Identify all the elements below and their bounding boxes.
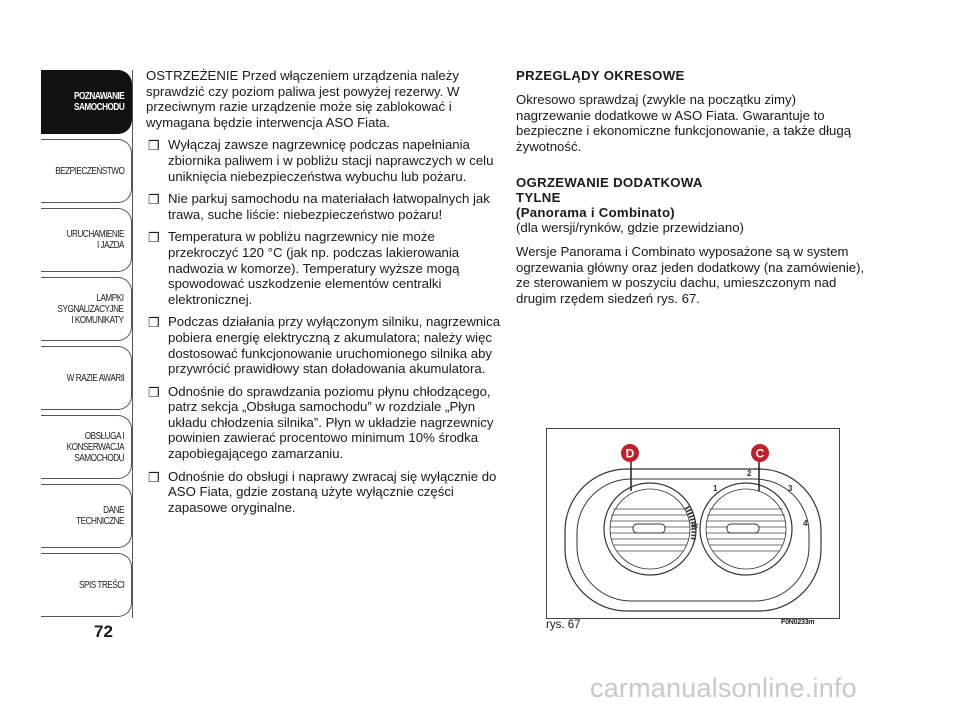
right-column [516, 68, 871, 313]
list-item-text: Odnośnie do obsługi i naprawy zwracaj się wyłącznie do ASO Fiata, gdzie zostaną użyte wyłącznie części zapasowe oryginalne. [168, 468, 497, 515]
sidebar-divider [132, 70, 133, 618]
marker-c-label: C [755, 446, 765, 461]
list-item-text: Podczas działania przy wyłączonym silniku, nagrzewnica pobiera energię elektryczną z akumulatora; należy więc dostosować funkcjonowanie uruchomionego silnika aby przywrócić prawidłowy stan doładowania akumulatora. [168, 314, 501, 377]
tab-uruchamienie-i-jazda[interactable] [41, 208, 132, 272]
tab-label: W RAZIE AWARII [66, 372, 124, 384]
snowflake-icon: ✲ [691, 522, 699, 532]
position-1-label: 1 [713, 484, 718, 493]
tab-poznawanie-samochodu[interactable] [41, 70, 132, 134]
list-item-text: Wyłączaj zawsze nagrzewnicę podczas napełniania zbiornika paliwem i w pobliżu stacji naprawczych w celu uniknięcia niebezpieczeństwa wybuchu lub pożaru. [168, 137, 494, 184]
warning-text: OSTRZEŻENIE Przed włączeniem urządzenia należy sprawdzić czy poziom paliwa jest powyżej rezerwy. W przeciwnym razie urządzenie może się zablokować i wymagana będzie interwencja ASO Fiata. [146, 68, 460, 130]
marker-d-label: D [625, 446, 635, 461]
tab-bezpieczenstwo[interactable] [41, 139, 132, 203]
figure-heater-controls [546, 428, 840, 619]
section-heading-ogrzewanie: OGRZEWANIE DODATKOWA [516, 175, 703, 191]
section-heading-przeglady: PRZEGLĄDY OKRESOWE [516, 68, 685, 83]
tab-label: URUCHAMIENIE I JAZDA [66, 229, 124, 251]
left-column [146, 68, 502, 522]
tab-w-razie-awarii[interactable] [41, 346, 132, 410]
tab-label: OBSŁUGA I KONSERWACJA SAMOCHODU [66, 430, 124, 464]
checkbox-bullet-icon: ❒ [148, 192, 160, 208]
list-item [146, 469, 502, 516]
section-heading-models: (Panorama i Combinato) [516, 205, 676, 221]
position-2-label: 2 [747, 469, 752, 478]
list-item-text: Odnośnie do sprawdzania poziomu płynu chłodzącego, patrz sekcja „Obsługa samochodu” w rozdziale „Płyn układu chłodzenia silnika”. Płyn w układzie nagrzewnicy powinien zawierać procentowo minimum 10% środka zapobiegającego zamarzaniu. [168, 383, 494, 462]
position-4-label: 4 [803, 519, 808, 528]
checkbox-bullet-icon: ❒ [148, 138, 160, 154]
tab-lampki-sygnalizacyjne[interactable] [41, 277, 132, 341]
tab-label: LAMPKI SYGNALIZACYJNE I KOMUNIKATY [57, 292, 124, 326]
paragraph-ogrzewanie: Wersje Panorama i Combinato wyposażone są w system ogrzewania główny oraz jeden dodatkowy (na zamówienie), ze sterowaniem w poszyciu dachu, umieszczonym nad drugim rzędem siedzeń rys. 67. [516, 243, 865, 306]
list-item [146, 229, 502, 307]
heater-control-panel-illustration [547, 429, 839, 618]
chapter-tabs [41, 70, 132, 622]
tab-label: SPIS TREŚCI [78, 579, 124, 591]
checkbox-bullet-icon: ❒ [148, 469, 160, 485]
tab-spis-tresci[interactable] [41, 553, 132, 617]
tab-label: DANE TECHNICZNE [76, 505, 124, 527]
list-item [146, 191, 502, 222]
list-item [146, 314, 502, 376]
checkbox-bullet-icon: ❒ [148, 230, 160, 246]
list-item [146, 384, 502, 462]
tab-label: POZNAWANIE SAMOCHODU [73, 91, 124, 113]
section-heading-tylne: TYLNE [516, 190, 561, 206]
tab-obsluga-i-konserwacja[interactable] [41, 415, 132, 479]
list-item-text: Nie parkuj samochodu na materiałach łatwopalnych jak trawa, suche liście: niebezpieczeństwo pożaru! [168, 191, 490, 222]
list-item [146, 137, 502, 184]
availability-note: (dla wersji/rynków, gdzie przewidziano) [516, 220, 744, 236]
paragraph-przeglady: Okresowo sprawdzaj (zwykle na początku zimy) nagrzewanie dodatkowe w ASO Fiata. Gwarantuje to bezpieczne i ekonomiczne funkcjonowanie, a także długą żywotność. [516, 92, 852, 154]
figure-caption: rys. 67 [546, 619, 581, 631]
warning-list [146, 137, 502, 515]
checkbox-bullet-icon: ❒ [148, 315, 160, 331]
list-item-text: Temperatura w pobliżu nagrzewnicy nie może przekroczyć 120 °C (jak np. podczas lakierowania nadwozia w komorze). Temperatury wyższe mogą spowodować uszkodzenie elementów centralki elektronicznej. [168, 229, 460, 307]
position-3-label: 3 [788, 484, 793, 493]
checkbox-bullet-icon: ❒ [148, 384, 160, 400]
page-number: 72 [94, 622, 113, 641]
tab-dane-techniczne[interactable] [41, 484, 132, 548]
figure-code: F0N0233m [781, 619, 815, 626]
watermark: carmanualsonline.info [590, 673, 857, 703]
tab-label: BEZPIECZEŃSTWO [54, 165, 124, 177]
